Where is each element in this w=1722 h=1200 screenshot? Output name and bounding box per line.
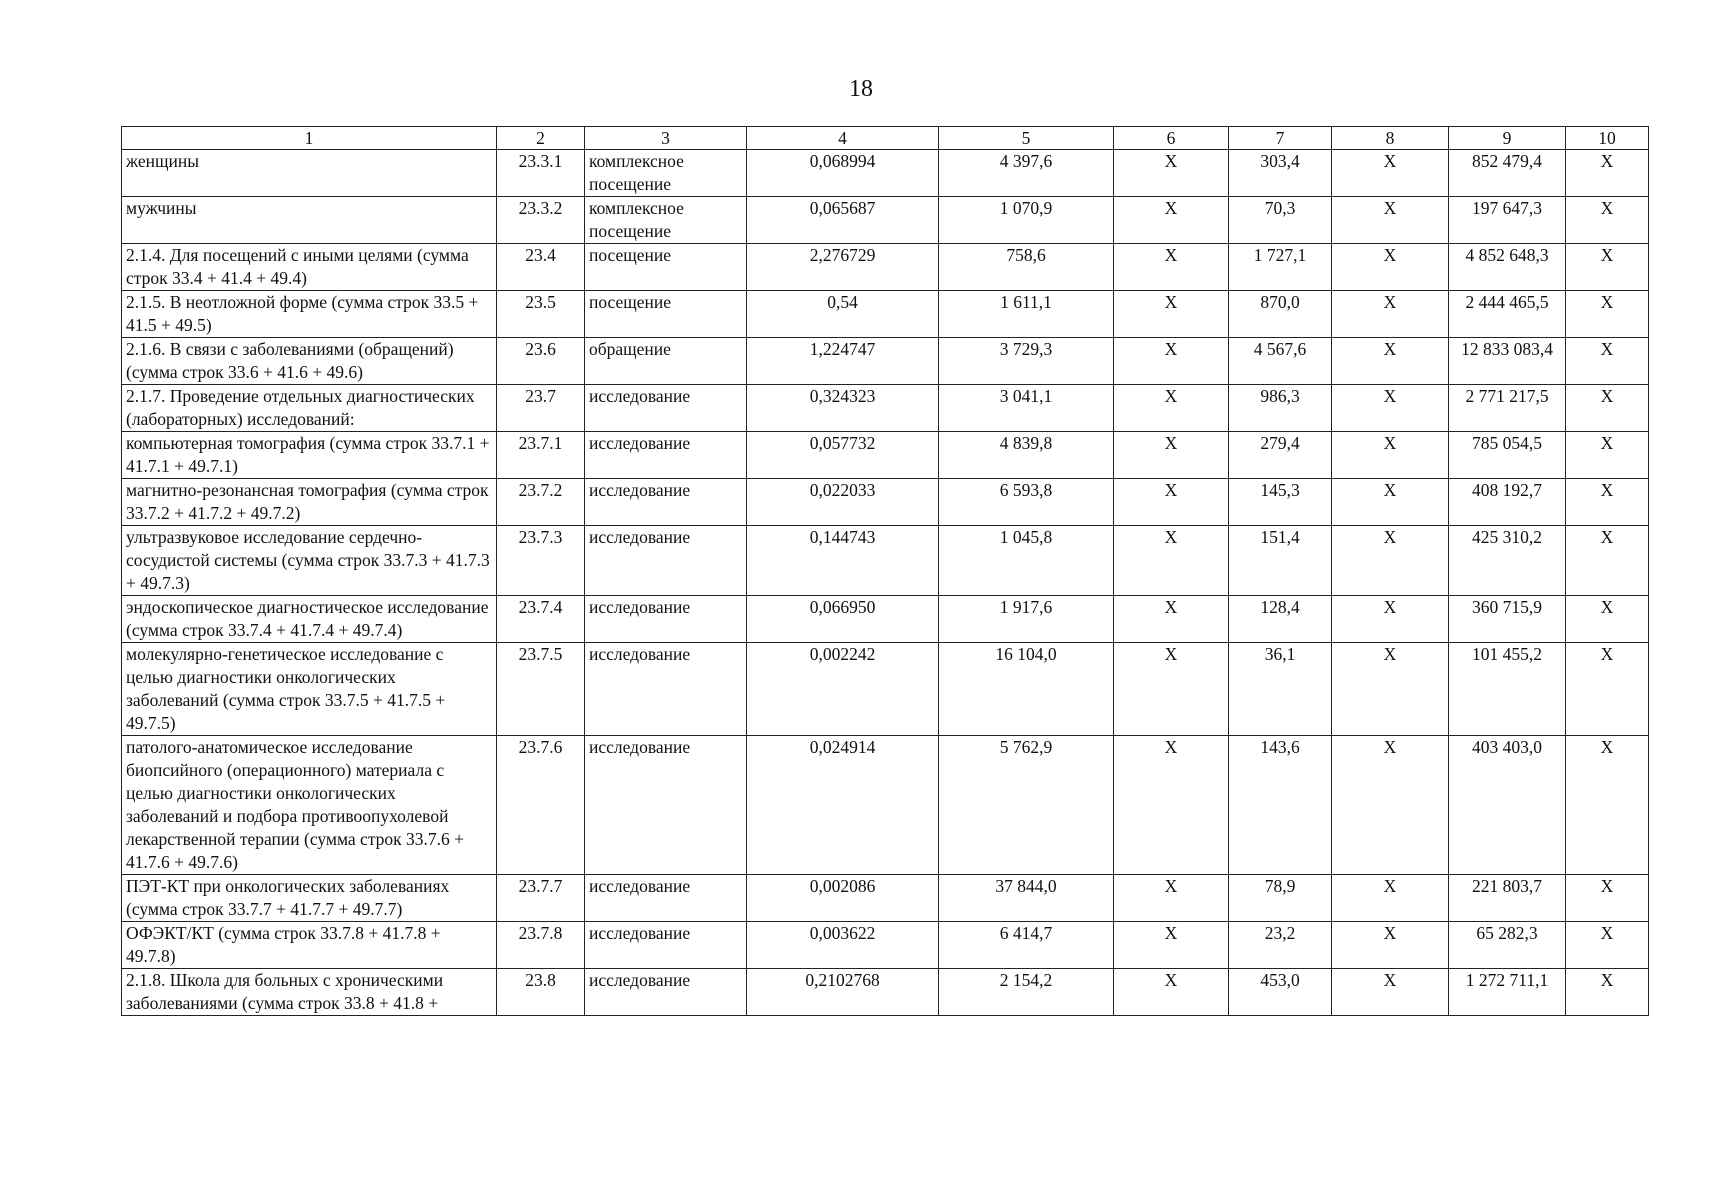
value-cell: 0,54 xyxy=(747,291,939,338)
row-unit-cell: исследование xyxy=(585,432,747,479)
column-header: 10 xyxy=(1566,127,1649,150)
value-cell: 0,002086 xyxy=(747,875,939,922)
row-name-cell: 2.1.7. Проведение отдельных диагностических (лабораторных) исследований: xyxy=(122,385,497,432)
x-cell: Х xyxy=(1566,432,1649,479)
row-unit-cell: исследование xyxy=(585,479,747,526)
table-row xyxy=(122,432,1649,479)
table-row xyxy=(122,643,1649,736)
row-name-cell: 2.1.4. Для посещений с иными целями (сумма строк 33.4 + 41.4 + 49.4) xyxy=(122,244,497,291)
row-unit-cell: обращение xyxy=(585,338,747,385)
x-cell: Х xyxy=(1332,969,1449,1016)
value-cell: 852 479,4 xyxy=(1449,150,1566,197)
value-cell: 1 727,1 xyxy=(1229,244,1332,291)
x-cell: Х xyxy=(1114,432,1229,479)
row-code-cell: 23.7.4 xyxy=(497,596,585,643)
value-cell: 65 282,3 xyxy=(1449,922,1566,969)
x-cell: Х xyxy=(1566,526,1649,596)
value-cell: 3 729,3 xyxy=(939,338,1114,385)
table-row xyxy=(122,969,1649,1016)
column-header: 9 xyxy=(1449,127,1566,150)
value-cell: 303,4 xyxy=(1229,150,1332,197)
row-name-cell: 2.1.6. В связи с заболеваниями (обращений) (сумма строк 33.6 + 41.6 + 49.6) xyxy=(122,338,497,385)
row-name-cell: ультразвуковое исследование сердечно-сосудистой системы (сумма строк 33.7.3 + 41.7.3 + 49.7.3) xyxy=(122,526,497,596)
value-cell: 0,2102768 xyxy=(747,969,939,1016)
row-code-cell: 23.8 xyxy=(497,969,585,1016)
value-cell: 453,0 xyxy=(1229,969,1332,1016)
value-cell: 758,6 xyxy=(939,244,1114,291)
row-name-cell: патолого-анатомическое исследование биопсийного (операционного) материала с целью диагностики онкологических заболеваний и подбора противоопухолевой лекарственной терапии (сумма строк 33.7.6 + 41.7.6 + 49.7.6) xyxy=(122,736,497,875)
value-cell: 5 762,9 xyxy=(939,736,1114,875)
value-cell: 36,1 xyxy=(1229,643,1332,736)
column-header: 2 xyxy=(497,127,585,150)
row-code-cell: 23.3.2 xyxy=(497,197,585,244)
x-cell: Х xyxy=(1332,385,1449,432)
x-cell: Х xyxy=(1114,922,1229,969)
row-name-cell: магнитно-резонансная томография (сумма строк 33.7.2 + 41.7.2 + 49.7.2) xyxy=(122,479,497,526)
value-cell: 0,057732 xyxy=(747,432,939,479)
value-cell: 4 567,6 xyxy=(1229,338,1332,385)
x-cell: Х xyxy=(1566,596,1649,643)
column-header: 1 xyxy=(122,127,497,150)
value-cell: 0,003622 xyxy=(747,922,939,969)
x-cell: Х xyxy=(1114,385,1229,432)
row-unit-cell: исследование xyxy=(585,643,747,736)
row-name-cell: 2.1.8. Школа для больных с хроническими заболеваниями (сумма строк 33.8 + 41.8 + xyxy=(122,969,497,1016)
value-cell: 37 844,0 xyxy=(939,875,1114,922)
row-code-cell: 23.4 xyxy=(497,244,585,291)
value-cell: 1 611,1 xyxy=(939,291,1114,338)
row-code-cell: 23.6 xyxy=(497,338,585,385)
value-cell: 143,6 xyxy=(1229,736,1332,875)
x-cell: Х xyxy=(1566,875,1649,922)
x-cell: Х xyxy=(1332,526,1449,596)
value-cell: 785 054,5 xyxy=(1449,432,1566,479)
value-cell: 425 310,2 xyxy=(1449,526,1566,596)
x-cell: Х xyxy=(1566,643,1649,736)
value-cell: 0,144743 xyxy=(747,526,939,596)
x-cell: Х xyxy=(1332,643,1449,736)
value-cell: 403 403,0 xyxy=(1449,736,1566,875)
x-cell: Х xyxy=(1332,596,1449,643)
value-cell: 4 839,8 xyxy=(939,432,1114,479)
row-code-cell: 23.7.8 xyxy=(497,922,585,969)
value-cell: 0,324323 xyxy=(747,385,939,432)
x-cell: Х xyxy=(1332,479,1449,526)
table-row xyxy=(122,385,1649,432)
value-cell: 2 154,2 xyxy=(939,969,1114,1016)
x-cell: Х xyxy=(1114,291,1229,338)
column-header: 5 xyxy=(939,127,1114,150)
value-cell: 0,024914 xyxy=(747,736,939,875)
table-row xyxy=(122,922,1649,969)
value-cell: 2 771 217,5 xyxy=(1449,385,1566,432)
row-code-cell: 23.7.1 xyxy=(497,432,585,479)
row-name-cell: мужчины xyxy=(122,197,497,244)
column-header: 8 xyxy=(1332,127,1449,150)
value-cell: 0,002242 xyxy=(747,643,939,736)
table-row xyxy=(122,150,1649,197)
table-row xyxy=(122,526,1649,596)
x-cell: Х xyxy=(1114,596,1229,643)
value-cell: 6 414,7 xyxy=(939,922,1114,969)
table-row xyxy=(122,875,1649,922)
x-cell: Х xyxy=(1114,197,1229,244)
x-cell: Х xyxy=(1566,291,1649,338)
x-cell: Х xyxy=(1114,338,1229,385)
row-code-cell: 23.7 xyxy=(497,385,585,432)
column-header: 3 xyxy=(585,127,747,150)
row-unit-cell: комплексное посещение xyxy=(585,150,747,197)
value-cell: 197 647,3 xyxy=(1449,197,1566,244)
x-cell: Х xyxy=(1114,244,1229,291)
x-cell: Х xyxy=(1114,969,1229,1016)
value-cell: 12 833 083,4 xyxy=(1449,338,1566,385)
x-cell: Х xyxy=(1332,922,1449,969)
value-cell: 360 715,9 xyxy=(1449,596,1566,643)
value-cell: 1 070,9 xyxy=(939,197,1114,244)
value-cell: 221 803,7 xyxy=(1449,875,1566,922)
value-cell: 3 041,1 xyxy=(939,385,1114,432)
row-code-cell: 23.7.3 xyxy=(497,526,585,596)
table-row xyxy=(122,244,1649,291)
row-code-cell: 23.3.1 xyxy=(497,150,585,197)
x-cell: Х xyxy=(1332,291,1449,338)
table-row xyxy=(122,338,1649,385)
x-cell: Х xyxy=(1566,244,1649,291)
row-name-cell: эндоскопическое диагностическое исследование (сумма строк 33.7.4 + 41.7.4 + 49.7.4) xyxy=(122,596,497,643)
value-cell: 2 444 465,5 xyxy=(1449,291,1566,338)
x-cell: Х xyxy=(1566,922,1649,969)
x-cell: Х xyxy=(1566,969,1649,1016)
row-unit-cell: исследование xyxy=(585,922,747,969)
value-cell: 151,4 xyxy=(1229,526,1332,596)
row-unit-cell: исследование xyxy=(585,736,747,875)
table-row xyxy=(122,197,1649,244)
x-cell: Х xyxy=(1332,875,1449,922)
value-cell: 16 104,0 xyxy=(939,643,1114,736)
row-name-cell: ОФЭКТ/КТ (сумма строк 33.7.8 + 41.7.8 + 49.7.8) xyxy=(122,922,497,969)
x-cell: Х xyxy=(1566,479,1649,526)
value-cell: 101 455,2 xyxy=(1449,643,1566,736)
x-cell: Х xyxy=(1114,736,1229,875)
table-row xyxy=(122,736,1649,875)
row-code-cell: 23.7.7 xyxy=(497,875,585,922)
value-cell: 128,4 xyxy=(1229,596,1332,643)
value-cell: 6 593,8 xyxy=(939,479,1114,526)
x-cell: Х xyxy=(1114,643,1229,736)
row-code-cell: 23.7.6 xyxy=(497,736,585,875)
table-row xyxy=(122,596,1649,643)
value-cell: 23,2 xyxy=(1229,922,1332,969)
value-cell: 1 272 711,1 xyxy=(1449,969,1566,1016)
row-name-cell: компьютерная томография (сумма строк 33.7.1 + 41.7.1 + 49.7.1) xyxy=(122,432,497,479)
value-cell: 1,224747 xyxy=(747,338,939,385)
x-cell: Х xyxy=(1114,479,1229,526)
value-cell: 1 917,6 xyxy=(939,596,1114,643)
row-name-cell: молекулярно-генетическое исследование с целью диагностики онкологических заболеваний (сумма строк 33.7.5 + 41.7.5 + 49.7.5) xyxy=(122,643,497,736)
x-cell: Х xyxy=(1332,150,1449,197)
x-cell: Х xyxy=(1114,875,1229,922)
value-cell: 0,022033 xyxy=(747,479,939,526)
header-row xyxy=(122,127,1649,150)
row-unit-cell: исследование xyxy=(585,596,747,643)
x-cell: Х xyxy=(1114,150,1229,197)
row-unit-cell: исследование xyxy=(585,969,747,1016)
value-cell: 4 852 648,3 xyxy=(1449,244,1566,291)
table-row xyxy=(122,291,1649,338)
row-unit-cell: посещение xyxy=(585,244,747,291)
x-cell: Х xyxy=(1332,197,1449,244)
x-cell: Х xyxy=(1566,736,1649,875)
value-cell: 279,4 xyxy=(1229,432,1332,479)
value-cell: 986,3 xyxy=(1229,385,1332,432)
x-cell: Х xyxy=(1332,432,1449,479)
value-cell: 0,068994 xyxy=(747,150,939,197)
value-cell: 2,276729 xyxy=(747,244,939,291)
value-cell: 145,3 xyxy=(1229,479,1332,526)
value-cell: 0,065687 xyxy=(747,197,939,244)
x-cell: Х xyxy=(1566,338,1649,385)
row-unit-cell: исследование xyxy=(585,875,747,922)
row-unit-cell: комплексное посещение xyxy=(585,197,747,244)
x-cell: Х xyxy=(1332,338,1449,385)
table-body xyxy=(122,150,1649,1016)
x-cell: Х xyxy=(1566,150,1649,197)
row-code-cell: 23.7.5 xyxy=(497,643,585,736)
row-name-cell: 2.1.5. В неотложной форме (сумма строк 33.5 + 41.5 + 49.5) xyxy=(122,291,497,338)
value-cell: 4 397,6 xyxy=(939,150,1114,197)
column-header: 4 xyxy=(747,127,939,150)
row-unit-cell: исследование xyxy=(585,526,747,596)
column-header: 6 xyxy=(1114,127,1229,150)
x-cell: Х xyxy=(1332,244,1449,291)
row-unit-cell: исследование xyxy=(585,385,747,432)
x-cell: Х xyxy=(1566,385,1649,432)
value-cell: 870,0 xyxy=(1229,291,1332,338)
row-unit-cell: посещение xyxy=(585,291,747,338)
x-cell: Х xyxy=(1114,526,1229,596)
x-cell: Х xyxy=(1566,197,1649,244)
value-cell: 78,9 xyxy=(1229,875,1332,922)
value-cell: 70,3 xyxy=(1229,197,1332,244)
value-cell: 0,066950 xyxy=(747,596,939,643)
value-cell: 1 045,8 xyxy=(939,526,1114,596)
table-row xyxy=(122,479,1649,526)
value-cell: 408 192,7 xyxy=(1449,479,1566,526)
x-cell: Х xyxy=(1332,736,1449,875)
column-header: 7 xyxy=(1229,127,1332,150)
row-code-cell: 23.5 xyxy=(497,291,585,338)
row-code-cell: 23.7.2 xyxy=(497,479,585,526)
row-name-cell: ПЭТ-КТ при онкологических заболеваниях (сумма строк 33.7.7 + 41.7.7 + 49.7.7) xyxy=(122,875,497,922)
page-number: 18 xyxy=(849,76,873,102)
data-table xyxy=(121,126,1649,1016)
row-name-cell: женщины xyxy=(122,150,497,197)
